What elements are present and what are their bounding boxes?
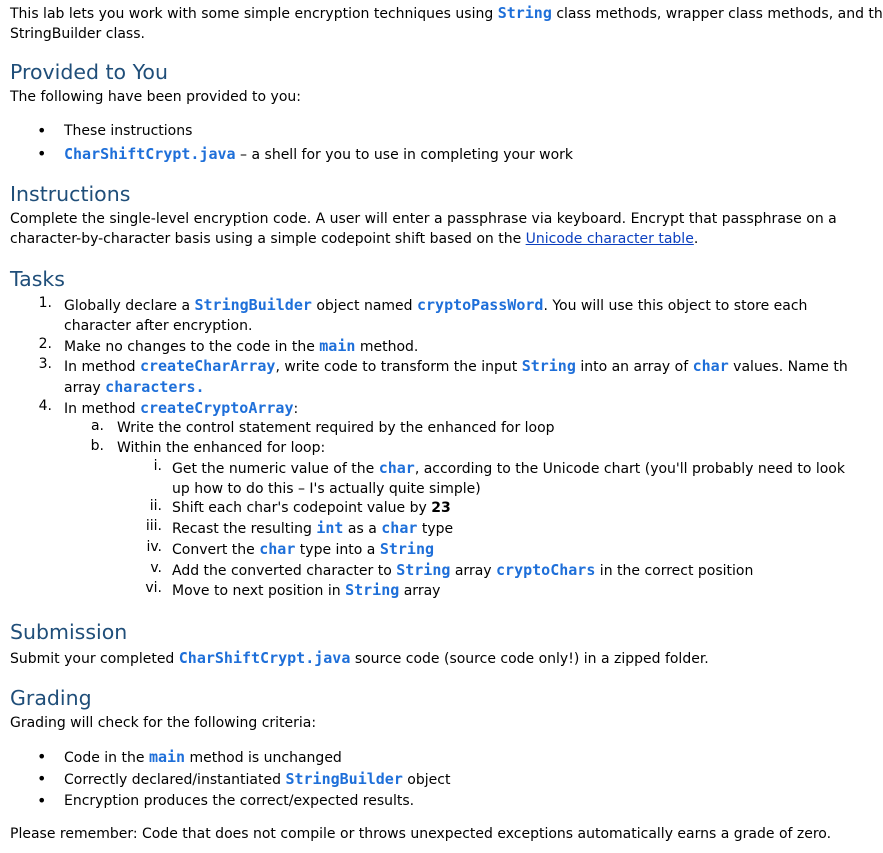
task-text-part: into an array of <box>575 359 693 375</box>
submission-text-part: Submit your completed <box>10 651 179 667</box>
step-text <box>172 539 434 560</box>
intro-paragraph <box>10 3 883 44</box>
step-text-part: array <box>399 583 441 599</box>
bullet-text: These instructions <box>64 123 193 139</box>
instructions-text: character-by-character basis using a simple codepoint shift based on the <box>10 231 526 247</box>
subtask-text: Write the control statement required by the enhanced for loop <box>117 420 555 436</box>
step-label: v. <box>150 560 162 576</box>
step-text-part: , according to the Unicode chart (you'll probably need to look <box>414 461 845 477</box>
step-text-part: up how to do this – I's actually quite simple) <box>172 481 481 497</box>
code-createchararray: createCharArray <box>139 357 276 375</box>
bullet-icon: • <box>37 121 47 140</box>
code-stringbuilder: StringBuilder <box>194 296 312 314</box>
step-text-part: Convert the <box>172 542 260 558</box>
bullet-icon: • <box>37 769 47 788</box>
code-string: String <box>345 581 400 599</box>
unicode-table-link[interactable]: Unicode character table <box>525 231 694 247</box>
heading-instructions: Instructions <box>10 182 131 206</box>
code-string: String <box>396 561 451 579</box>
task-text-part: Make no changes to the code in the <box>64 339 320 355</box>
heading-grading: Grading <box>10 686 92 710</box>
step-text <box>172 498 451 518</box>
bullet-text-part: object <box>402 772 451 788</box>
intro-text: class methods, wrapper class methods, and th <box>551 6 883 22</box>
task-text <box>64 295 807 336</box>
task-text-part: In method <box>64 359 140 375</box>
code-char: char <box>692 357 729 375</box>
subtask-label: b. <box>90 438 104 454</box>
submission-text-part: source code (source code only!) in a zipped folder. <box>350 651 709 667</box>
step-text-part: Shift each char's codepoint value by <box>172 500 432 516</box>
code-char: char <box>259 540 296 558</box>
bullet-text: Encryption produces the correct/expected results. <box>64 793 415 809</box>
step-text-part: Move to next position in <box>172 583 346 599</box>
code-main: main <box>148 748 186 766</box>
task-text <box>64 356 848 398</box>
step-text-part: Get the numeric value of the <box>172 461 379 477</box>
task-text <box>64 336 418 357</box>
task-text-part: . You will use this object to store each <box>543 298 808 314</box>
instructions-paragraph <box>10 209 837 249</box>
instructions-text: . <box>693 231 699 247</box>
step-text-part: type into a <box>295 542 380 558</box>
code-cryptochars: cryptoChars <box>496 561 596 579</box>
task-text-part: values. Name th <box>728 359 848 375</box>
submission-text <box>10 648 709 669</box>
bullet-text-part: Correctly declared/instantiated <box>64 772 286 788</box>
task-text-part: character after encryption. <box>64 318 253 334</box>
bullet-text <box>64 144 573 165</box>
task-text-part: array <box>64 380 106 396</box>
step-label: i. <box>153 458 162 474</box>
bullet-text <box>64 769 450 790</box>
bullet-text-part: Code in the <box>64 750 149 766</box>
task-text-part: method. <box>355 339 419 355</box>
intro-text: StringBuilder class. <box>10 26 145 42</box>
task-text-part: Globally declare a <box>64 298 195 314</box>
step-label: ii. <box>149 498 162 514</box>
heading-submission: Submission <box>10 620 128 644</box>
code-cryptopassword: cryptoPassWord <box>417 296 544 314</box>
code-filename: CharShiftCrypt.java <box>64 145 236 163</box>
task-number: 2. <box>38 336 52 352</box>
step-text <box>172 580 440 601</box>
step-text-part: Recast the resulting <box>172 521 317 537</box>
instructions-text: Complete the single-level encryption code. A user will enter a passphrase via keyboard. Encrypt that passphrase on a <box>10 211 837 227</box>
code-int: int <box>316 519 344 537</box>
grading-lead: Grading will check for the following criteria: <box>10 715 317 731</box>
task-text-part: object named <box>311 298 417 314</box>
bullet-text-part: method is unchanged <box>185 750 342 766</box>
shift-value: 23 <box>431 500 451 516</box>
code-characters: characters. <box>105 378 205 396</box>
step-text <box>172 518 453 539</box>
bullet-icon: • <box>37 144 47 163</box>
code-filename: CharShiftCrypt.java <box>178 649 351 667</box>
code-char: char <box>381 519 418 537</box>
bullet-text-part: – a shell for you to use in completing your work <box>235 147 574 163</box>
step-text <box>172 458 845 499</box>
code-string: String <box>497 4 552 22</box>
code-string: String <box>379 540 435 558</box>
heading-provided: Provided to You <box>10 60 168 84</box>
task-text-part: In method <box>64 401 140 417</box>
task-number: 1. <box>38 295 52 311</box>
task-number: 4. <box>38 398 52 414</box>
task-text-part: : <box>293 401 299 417</box>
task-text-part: , write code to transform the input <box>275 359 522 375</box>
subtask-label: a. <box>90 418 104 434</box>
bullet-icon: • <box>37 747 47 766</box>
step-label: iv. <box>146 539 162 555</box>
task-number: 3. <box>38 356 52 372</box>
heading-tasks: Tasks <box>10 267 65 291</box>
step-text-part: Add the converted character to <box>172 563 397 579</box>
code-string: String <box>521 357 576 375</box>
step-text-part: as a <box>343 521 382 537</box>
intro-text: This lab lets you work with some simple encryption techniques using <box>10 6 498 22</box>
bullet-icon: • <box>37 791 47 810</box>
provided-lead: The following have been provided to you: <box>10 89 301 105</box>
step-text <box>172 560 753 581</box>
footer-note: Please remember: Code that does not compile or throws unexpected exceptions automatically earns a grade of zero. <box>10 826 832 842</box>
bullet-text <box>64 747 342 768</box>
step-label: iii. <box>145 518 162 534</box>
step-text-part: type <box>417 521 454 537</box>
code-main: main <box>319 337 356 355</box>
code-stringbuilder: StringBuilder <box>285 770 403 788</box>
step-text-part: in the correct position <box>595 563 754 579</box>
step-label: vi. <box>145 580 162 596</box>
task-text <box>64 398 298 419</box>
step-text-part: array <box>450 563 497 579</box>
subtask-text: Within the enhanced for loop: <box>117 440 326 456</box>
code-createcryptoarray: createCryptoArray <box>139 399 294 417</box>
code-char: char <box>378 459 415 477</box>
